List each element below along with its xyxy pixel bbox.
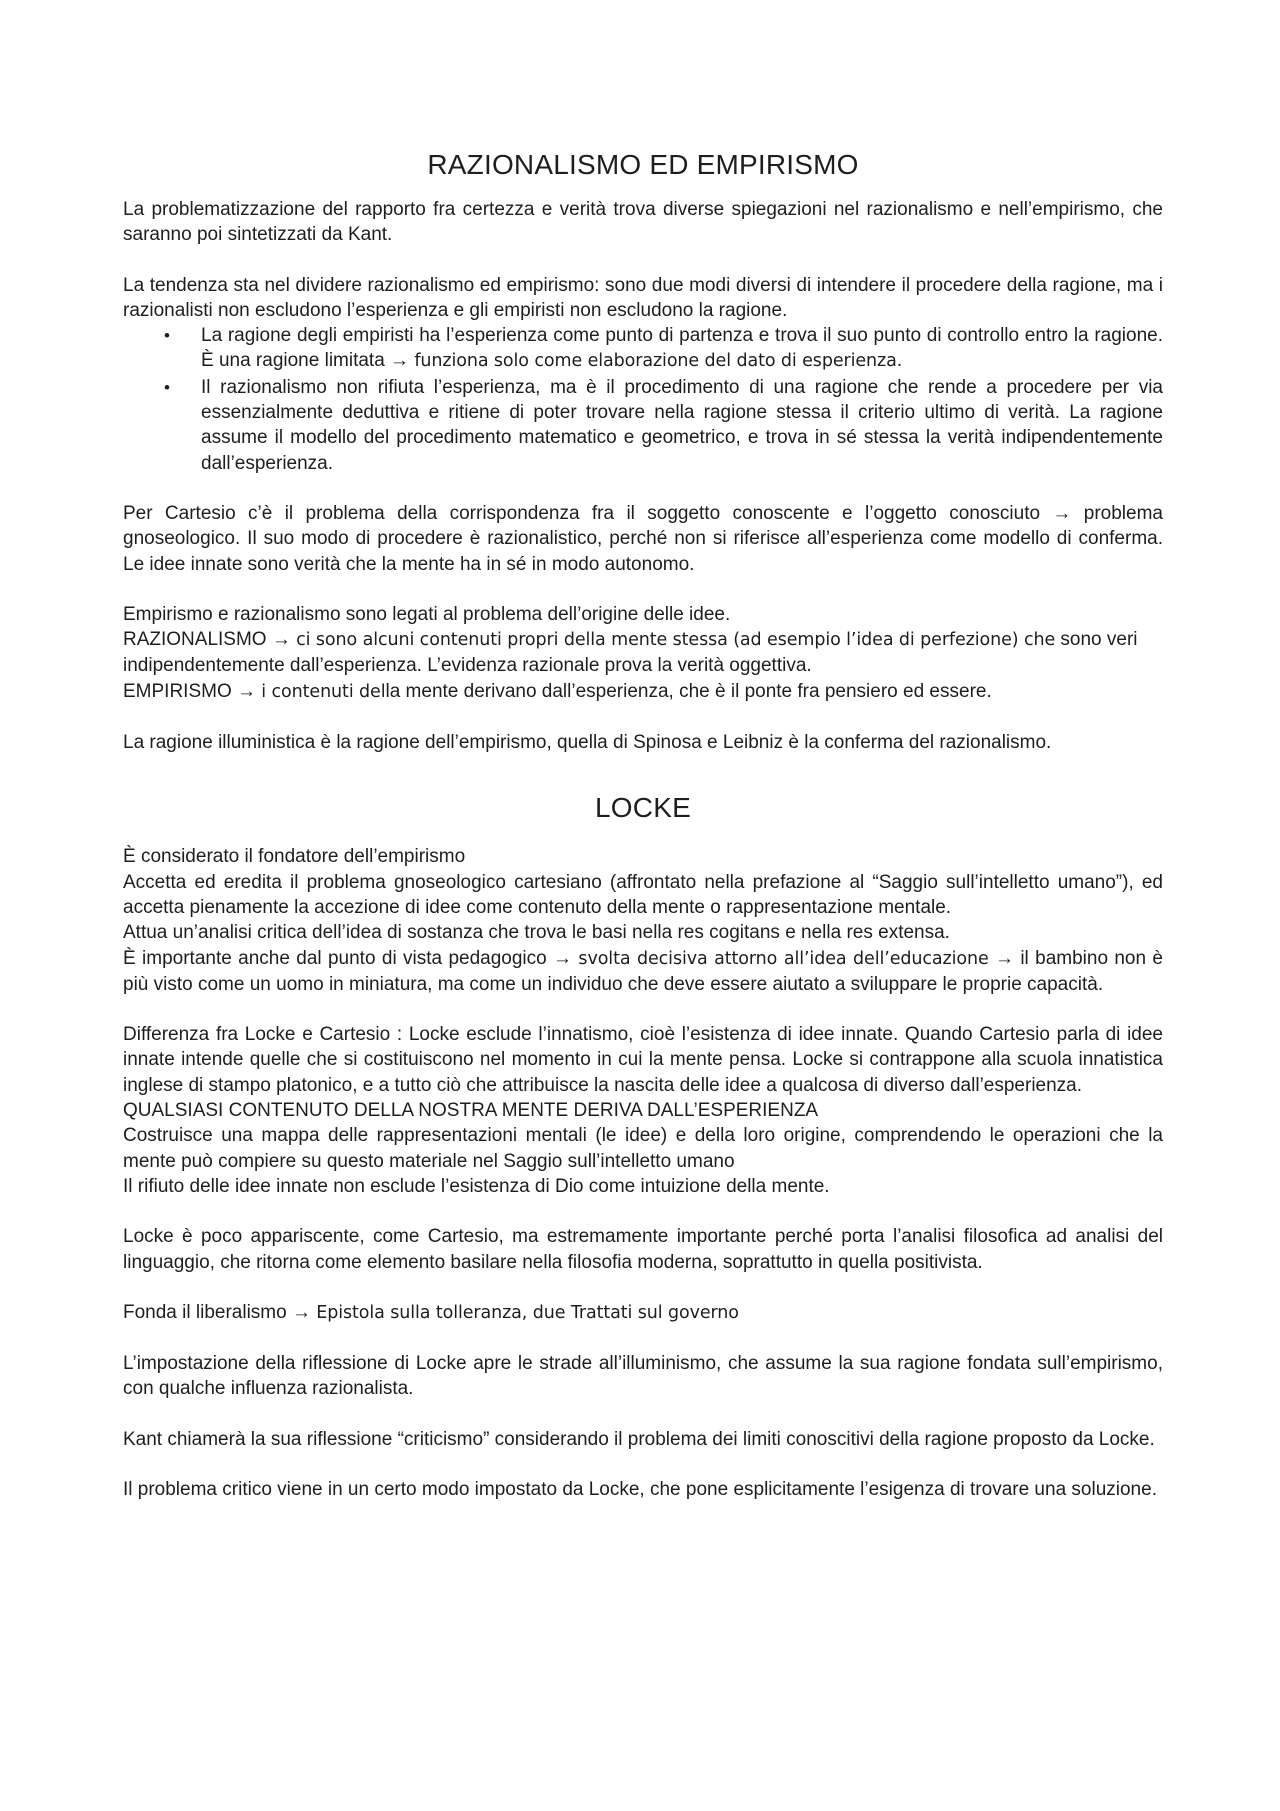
spacer	[123, 476, 1163, 501]
spacer	[123, 1275, 1163, 1300]
paragraph-problema-critico: Il problema critico viene in un certo modo impostato da Locke, che pone esplicitamente l’esigenza di trovare una soluzione.	[123, 1478, 1157, 1500]
paragraph-impostazione: L’impostazione della riflessione di Locke apre le strade all’illuminismo, che assume la sua ragione fondata sull’empirismo, con qualche influenza razionalista.	[123, 1353, 1163, 1400]
highlighted-text: i contenuti del	[261, 681, 386, 702]
paragraph-cartesio: Per Cartesio c’è il problema della corrispondenza fra il soggetto conoscente e l’oggetto conosciuto → problema gnoseologico. Il suo modo di procedere è razionalistico, perché non si riferisce all’esperienza come modello di conferma. Le idee innate sono verità che la mente ha in sé in modo autonomo.	[123, 502, 1163, 575]
paragraph-dio: Il rifiuto delle idee innate non esclude l’esistenza di Dio come intuizione della mente.	[123, 1175, 830, 1197]
paragraph-kant: Kant chiamerà la sua riflessione “criticismo” considerando il problema dei limiti conoscitivi della ragione proposto da Locke.	[123, 1428, 1155, 1450]
paragraph-sostanza: Attua un’analisi critica dell’idea di sostanza che trova le basi nella res cogitans e nella res extensa.	[123, 922, 950, 944]
body-text: la mente derivano dall’esperienza, che è il ponte fra pensiero ed essere.	[385, 680, 992, 702]
spacer	[123, 1199, 1163, 1224]
page-title: RAZIONALISMO ED EMPIRISMO	[427, 149, 859, 180]
term-label: RAZIONALISMO →	[123, 629, 297, 651]
spacer	[123, 705, 1163, 730]
spacer	[123, 248, 1163, 273]
spacer	[123, 577, 1163, 602]
paragraph-eredita: Accetta ed eredita il problema gnoseologico cartesiano (affrontato nella prefazione al “Saggio sull’intelletto umano”), ed accetta pienamente la accezione di idee come contenuto della mente o rappresentazione mentale.	[123, 871, 1163, 918]
paragraph-caps: QUALSIASI CONTENUTO DELLA NOSTRA MENTE DERIVA DALL’ESPERIENZA	[123, 1100, 819, 1122]
paragraph-differenza: Differenza fra Locke e Cartesio : Locke esclude l’innatismo, cioè l’esistenza di idee innate. Quando Cartesio parla di idee innate intende quelle che si costituiscono nel momento in cui la mente pensa. Locke si contrappone alla scuola innatistica inglese di stampo platonico, e a tutto ciò che attribuisce la nascita delle idee a qualcosa di diverso dall’esperienza.	[123, 1024, 1163, 1096]
paragraph-intro: La problematizzazione del rapporto fra certezza e verità trova diverse spiegazioni nel razionalismo e nell’empirismo, che saranno poi sintetizzati da Kant.	[123, 199, 1163, 246]
spacer	[123, 1326, 1163, 1351]
spacer	[123, 1402, 1163, 1427]
bullet-icon: •	[164, 377, 170, 397]
spacer	[123, 1452, 1163, 1477]
paragraph-pedagogia	[123, 946, 1163, 998]
highlighted-text: funziona solo come elaborazione del dato di esperienza.	[414, 351, 903, 372]
bullet-text: Il razionalismo non rifiuta l’esperienza, ma è il procedimento di una ragione che rende a procedere per via essenzialmente deduttiva e ritiene di poter trovare nella ragione stessa il criterio ultimo di verità. La ragione assume il modello del procedimento matematico e geometrico, e trova in sé stessa la verità indipendentemente dall’esperienza.	[201, 376, 1163, 474]
list-item	[123, 375, 1163, 476]
spacer	[123, 997, 1163, 1022]
paragraph-tendenza: La tendenza sta nel dividere razionalismo ed empirismo: sono due modi diversi di intendere il procedere della ragione, ma i razionalisti non escludono l’esperienza e gli empiristi non escludono la ragione.	[123, 274, 1163, 321]
body-text: Fonda il liberalismo →	[123, 1301, 317, 1323]
highlighted-text: ci sono alcuni contenuti propri della mente stessa (ad esempio l’idea di perfezione) che	[296, 630, 1056, 651]
bullet-icon: •	[164, 326, 170, 346]
paragraph-origine-idee: Empirismo e razionalismo sono legati al problema dell’origine delle idee.	[123, 603, 731, 625]
paragraph-illuminismo: La ragione illuministica è la ragione dell’empirismo, quella di Spinosa e Leibniz è la conferma del razionalismo.	[123, 732, 1052, 754]
term-label: EMPIRISMO →	[123, 680, 262, 702]
paragraph-razionalismo	[123, 627, 1163, 679]
section-title: LOCKE	[595, 792, 691, 824]
body-text: → il bambino non è più visto come un uomo in miniatura, ma come un individuo che deve essere aiutato a sviluppare le proprie capacità.	[123, 947, 1163, 995]
highlighted-text: svolta decisiva attorno all’idea dell’educazione	[578, 948, 989, 969]
paragraph-fondatore: È considerato il fondatore dell’empirismo	[123, 846, 466, 868]
bullet-text: La ragione degli empiristi ha l’esperienza come punto di partenza e trova il suo punto di controllo entro la ragione. È una ragione limitata →	[201, 325, 1163, 372]
paragraph-linguaggio: Locke è poco appariscente, come Cartesio, ma estremamente importante perché porta l’analisi filosofica ad analisi del linguaggio, che ritorna come elemento basilare nella filosofia moderna, soprattutto in quella positivista.	[123, 1226, 1163, 1273]
document-page	[123, 148, 1163, 1502]
highlighted-text: Epistola sulla tolleranza, due Trattati sul governo	[316, 1302, 739, 1323]
bullet-list	[123, 323, 1163, 476]
paragraph-liberalismo	[123, 1300, 1163, 1326]
body-text: sono veri indipendentemente dall’esperienza. L’evidenza razionale prova la verità oggettiva.	[123, 629, 1138, 677]
paragraph-empirismo	[123, 679, 1163, 705]
list-item	[123, 323, 1163, 375]
paragraph-mappa: Costruisce una mappa delle rappresentazioni mentali (le idee) e della loro origine, comprendendo le operazioni che la mente può compiere su questo materiale nel Saggio sull’intelletto umano	[123, 1125, 1163, 1172]
body-text: È importante anche dal punto di vista pedagogico →	[123, 947, 579, 969]
